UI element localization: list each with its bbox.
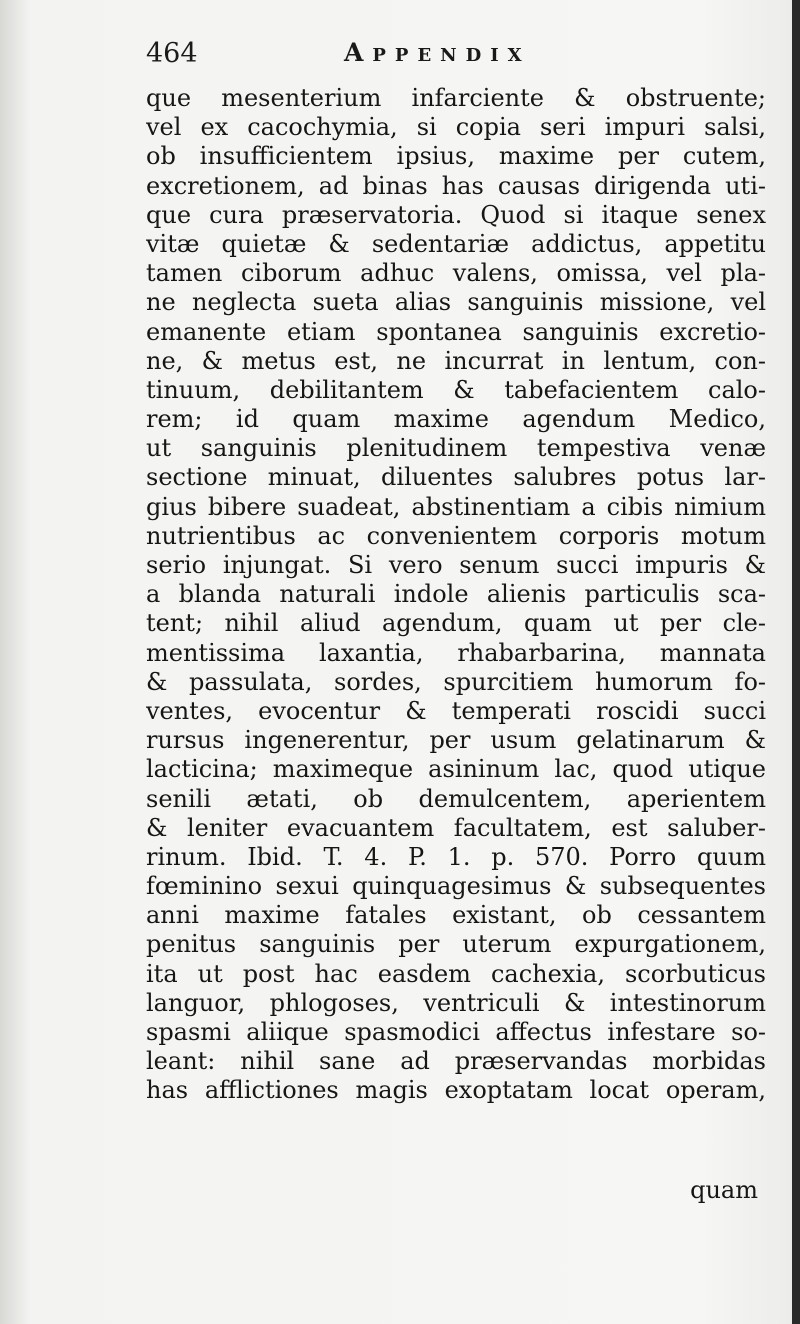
text-line: tent; nihil aliud agendum, quam ut per cle- xyxy=(146,609,766,638)
page-number: 464 xyxy=(146,38,198,69)
text-line: a blanda naturali indole alienis particulis sca- xyxy=(146,580,766,609)
text-line: spasmi aliique spasmodici affectus infestare so- xyxy=(146,1018,766,1046)
text-line: ventes, evocentur & temperati roscidi succi xyxy=(146,696,766,725)
catchword: quam xyxy=(690,1176,758,1204)
text-line: languor, phlogoses, ventriculi & intestinorum xyxy=(146,988,766,1017)
text-line: rursus ingenerentur, per usum gelatinarum & xyxy=(146,726,766,755)
text-line: emanente etiam spontanea sanguinis excretio- xyxy=(146,317,766,346)
text-line: rem; id quam maxime agendum Medico, xyxy=(146,405,766,434)
text-line: fœminino sexui quinquagesimus & subsequentes xyxy=(146,872,766,901)
text-line: vitæ quietæ & sedentariæ addictus, appetitu xyxy=(146,229,766,258)
text-line: mentissima laxantia, rhabarbarina, mannata xyxy=(146,638,766,667)
text-line: & leniter evacuantem facultatem, est saluber- xyxy=(146,813,766,842)
text-line: nutrientibus ac convenientem corporis motum xyxy=(146,521,766,550)
text-line: leant: nihil sane ad præservandas morbidas xyxy=(146,1047,766,1076)
text-line: ut sanguinis plenitudinem tempestiva venæ xyxy=(146,434,766,463)
text-line: tamen ciborum adhuc valens, omissa, vel pla- xyxy=(146,259,766,288)
text-line: serio injungat. Si vero senum succi impuris & xyxy=(146,551,766,579)
text-line: vel ex cacochymia, si copia seri impuri salsi, xyxy=(146,113,766,142)
text-line: ne neglecta sueta alias sanguinis missione, vel xyxy=(146,288,766,317)
text-line: gius bibere suadeat, abstinentiam a cibis nimium xyxy=(146,492,766,521)
text-line: excretionem, ad binas has causas dirigenda uti- xyxy=(146,171,766,200)
text-line: sectione minuat, diluentes salubres potus lar- xyxy=(146,463,766,492)
body-text xyxy=(146,84,766,1106)
text-line: ob insufficientem ipsius, maxime per cutem, xyxy=(146,142,766,171)
text-line: has afflictiones magis exoptatam locat operam, xyxy=(146,1076,766,1105)
text-line: que mesenterium infarciente & obstruente; xyxy=(146,84,766,112)
text-line: que cura præservatoria. Quod si itaque senex xyxy=(146,200,766,229)
text-line: ita ut post hac easdem cachexia, scorbuticus xyxy=(146,959,766,988)
text-line: & passulata, sordes, spurcitiem humorum fo- xyxy=(146,667,766,696)
text-line: lacticina; maximeque asininum lac, quod utique xyxy=(146,755,766,784)
running-head xyxy=(146,36,766,80)
text-line: senili ætati, ob demulcentem, aperientem xyxy=(146,784,766,813)
running-title: Appendix xyxy=(344,38,531,67)
text-line: ne, & metus est, ne incurrat in lentum, con- xyxy=(146,346,766,375)
text-line: penitus sanguinis per uterum expurgationem, xyxy=(146,930,766,959)
page-edge-shadow xyxy=(792,0,800,1324)
text-line: tinuum, debilitantem & tabefacientem calo- xyxy=(146,375,766,404)
text-line: rinum. Ibid. T. 4. P. 1. p. 570. Porro quum xyxy=(146,842,766,871)
text-line: anni maxime fatales existant, ob cessantem xyxy=(146,901,766,930)
